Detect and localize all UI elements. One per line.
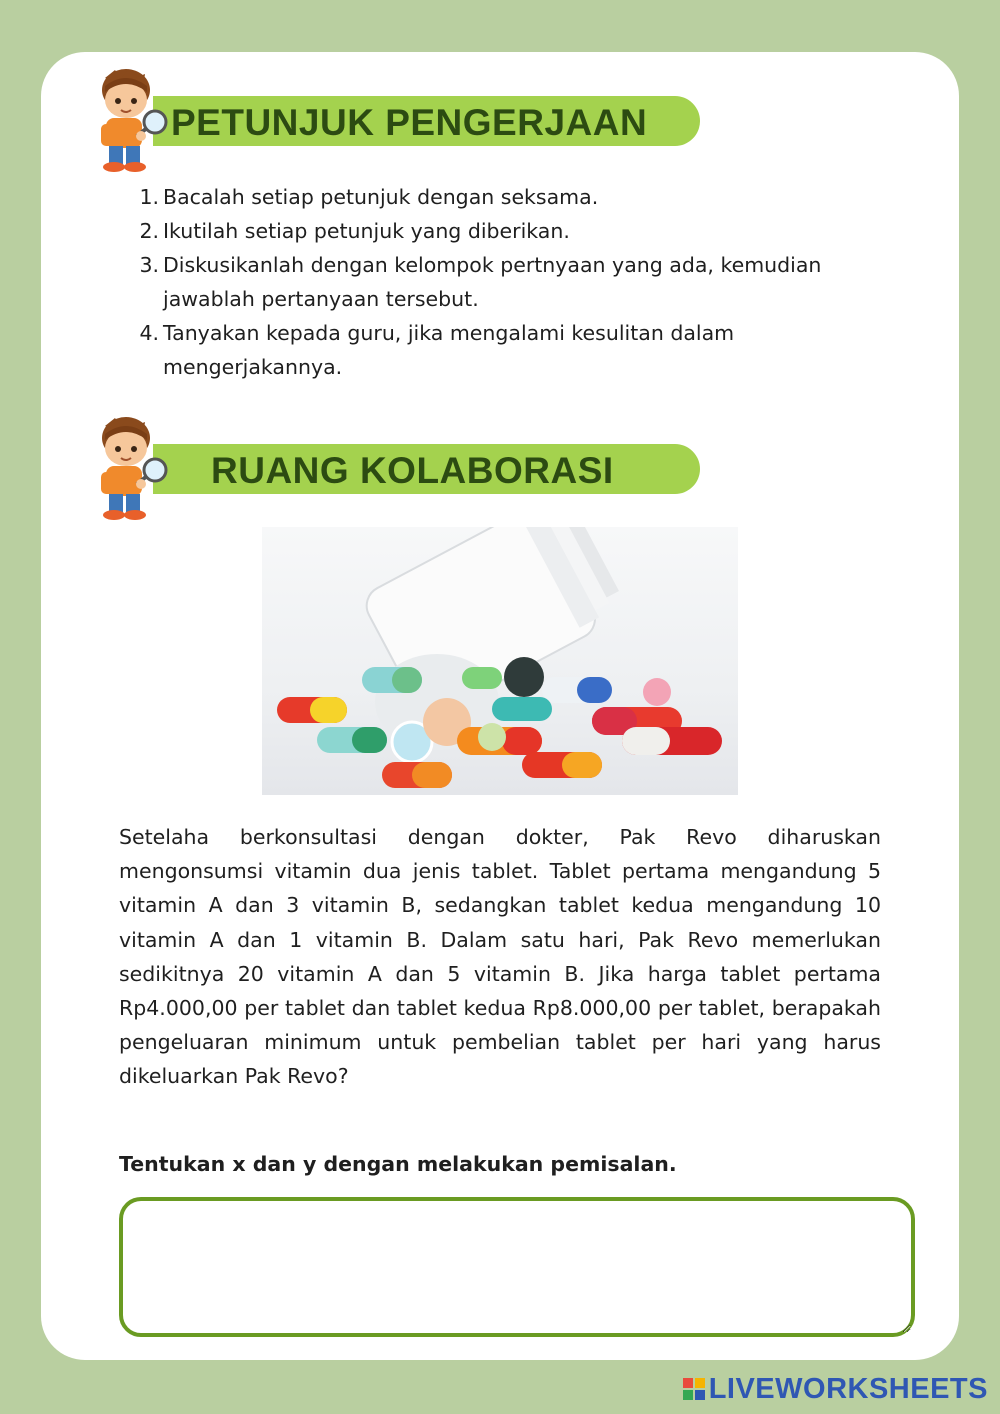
problem-text: Setelaha berkonsultasi dengan dokter, Pak Revo diharuskan mengonsumsi vitamin dua jenis tablet. Tablet pertama mengandung 5 vitamin A dan 3 vitamin B, sedangkan tablet kedua mengandung 10 vitamin A dan 1 vitamin B. Dalam satu hari, Pak Revo memerlukan sedikitnya 20 vitamin A dan 5 vitamin B. Jika harga tablet pertama Rp4.000,00 per tablet dan tablet kedua Rp8.000,00 per tablet, berapakah pengeluaran minimum untuk pembelian tablet per hari yang harus dikeluarkan Pak Revo?: [119, 825, 881, 1089]
answer-input[interactable]: [119, 1197, 915, 1337]
brand-name: LIVEWORKSHEETS: [708, 1372, 988, 1405]
section-title-kolaborasi: RUANG KOLABORASI: [211, 450, 614, 491]
list-item: 1. Bacalah setiap petunjuk dengan seksama.: [139, 185, 599, 209]
list-item: 3. Diskusikanlah dengan kelompok pertnyaan yang ada, kemudian jawablah pertanyaan tersebut.: [139, 253, 822, 311]
worksheet-card: [41, 52, 959, 1360]
pills-bottle-image: [262, 527, 738, 795]
instruction-list: [137, 180, 877, 384]
section-header-kolaborasi: [41, 414, 959, 524]
boy-with-magnifier-icon: [71, 414, 171, 524]
boy-with-magnifier-icon: [71, 66, 171, 176]
section-title-petunjuk: PETUNJUK PENGERJAAN: [171, 102, 648, 143]
liveworksheets-brand[interactable]: [683, 1374, 988, 1404]
section-header-petunjuk: [41, 66, 959, 176]
list-item: 4. Tanyakan kepada guru, jika mengalami kesulitan dalam mengerjakannya.: [139, 321, 735, 379]
list-item: 2. Ikutilah setiap petunjuk yang diberikan.: [139, 219, 570, 243]
liveworksheets-logo-icon: [683, 1378, 705, 1400]
task-instruction: Tentukan x dan y dengan melakukan pemisalan.: [119, 1152, 677, 1176]
